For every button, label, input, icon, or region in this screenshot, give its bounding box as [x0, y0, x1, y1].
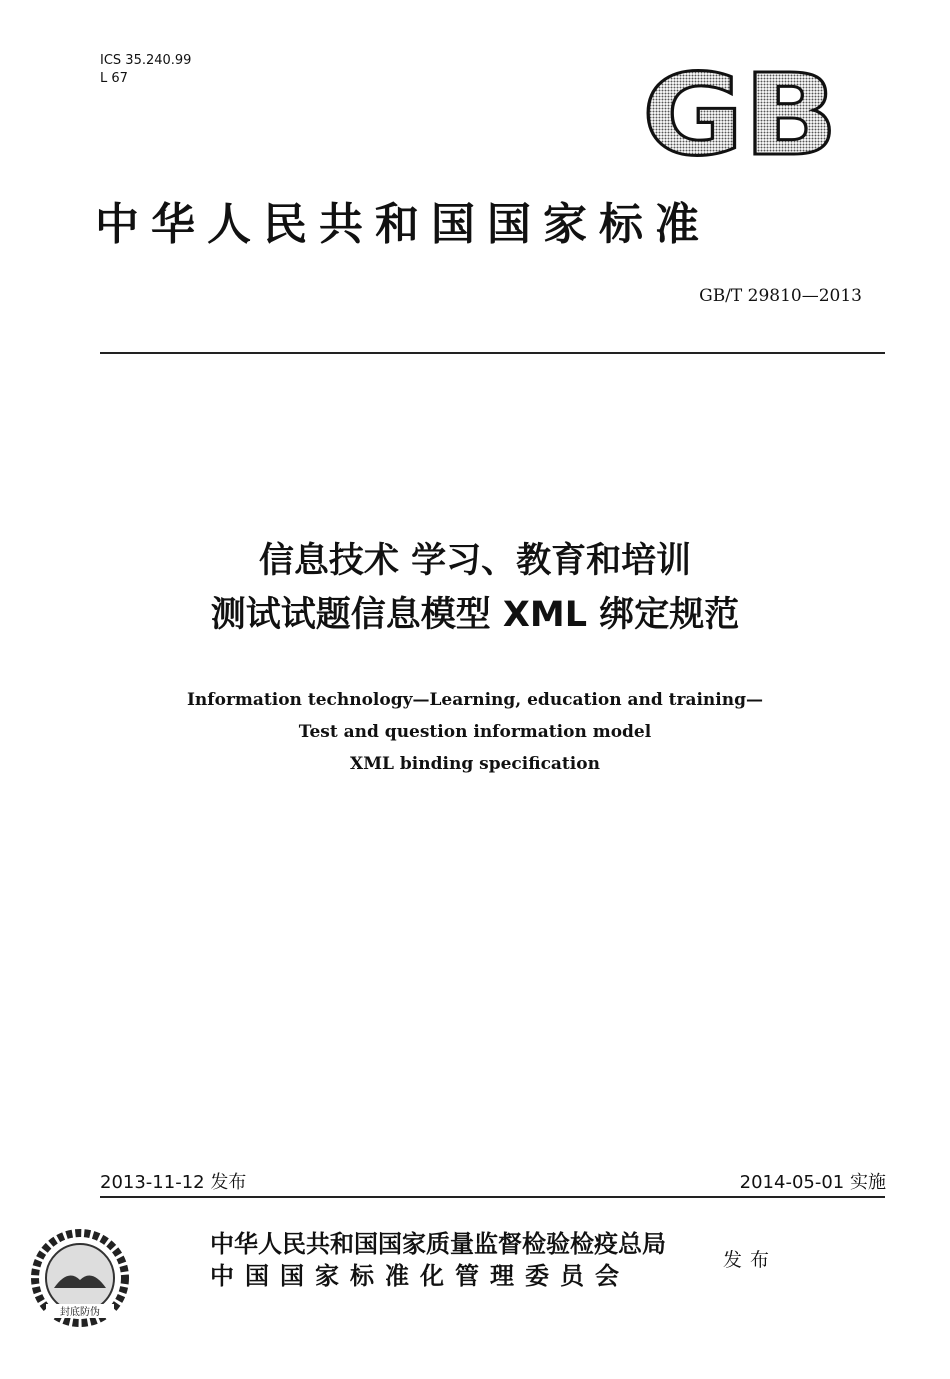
chinese-title-line-1: 信息技术 学习、教育和培训	[258, 541, 692, 581]
chinese-title-line-2: 测试试题信息模型 XML 绑定规范	[210, 595, 740, 635]
footer-divider	[100, 1196, 885, 1198]
english-title-line-1: Information technology—Learning, education and training—	[186, 690, 764, 710]
ics-code: ICS 35.240.99	[100, 53, 192, 68]
english-title-line-3: XML binding specification	[350, 754, 600, 774]
seal-caption: 封底防伪	[60, 1307, 100, 1318]
publishers	[210, 1228, 666, 1292]
standard-title: 中华人民共和国国家标准	[95, 199, 711, 250]
implementation-date: 2014-05-01 实施	[739, 1172, 886, 1193]
gb-logo	[640, 62, 840, 162]
ccs-code: L 67	[100, 71, 128, 86]
gb-logo-letters: GB	[642, 62, 838, 162]
english-title-line-2: Test and question information model	[298, 722, 652, 742]
header-divider	[100, 352, 885, 354]
chinese-title	[0, 534, 950, 642]
classification-codes	[100, 52, 191, 88]
publisher-sac: 中国国家标准化管理委员会	[210, 1261, 630, 1290]
publisher-aqsiq: 中华人民共和国国家质量监督检验检疫总局	[210, 1229, 666, 1258]
english-title	[0, 684, 950, 780]
issue-date: 2013-11-12 发布	[100, 1172, 247, 1193]
anti-counterfeit-seal-icon	[30, 1228, 130, 1328]
standard-code: GB/T 29810—2013	[699, 286, 862, 306]
publish-label: 发布	[723, 1249, 778, 1271]
